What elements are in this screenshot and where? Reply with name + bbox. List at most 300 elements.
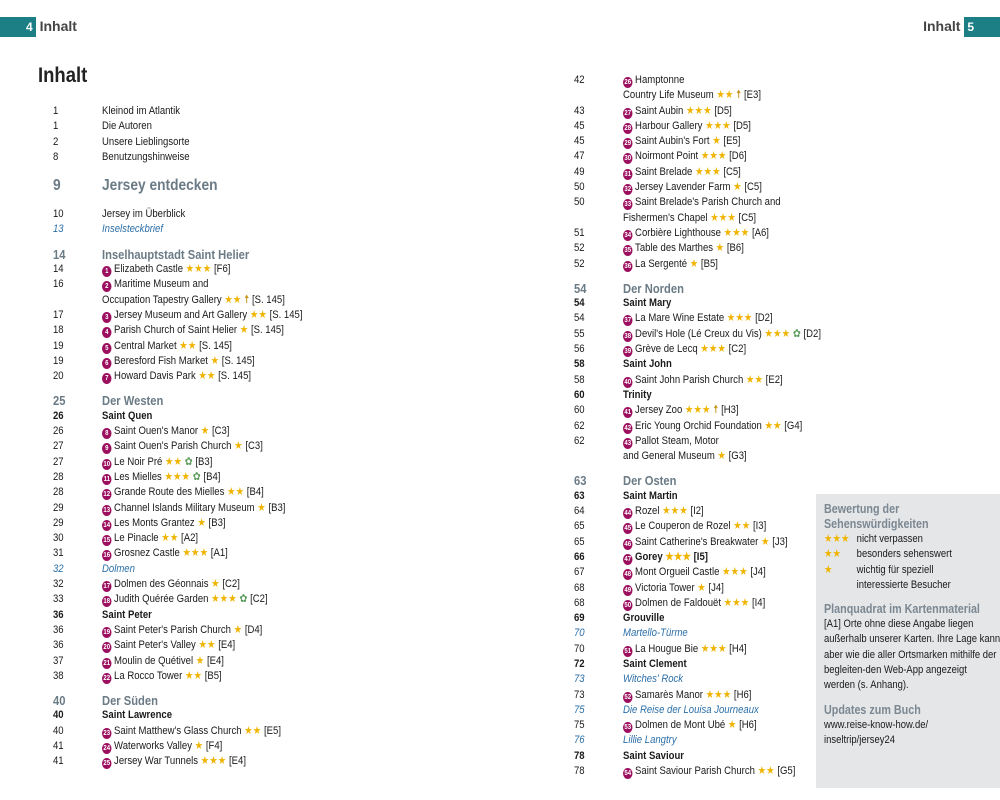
poi-number-icon: 4 bbox=[102, 327, 111, 338]
page-ref: 8 bbox=[53, 150, 59, 163]
rating-stars-icon: ★★★ bbox=[723, 596, 750, 609]
entry-name: Grosnez Castle bbox=[114, 547, 180, 560]
poi-number-icon: 32 bbox=[624, 186, 632, 194]
entry-name: Channel Islands Military Museum bbox=[114, 501, 255, 514]
poi-number-icon: 25 bbox=[103, 760, 111, 768]
rating-stars-icon: ★★ bbox=[716, 89, 734, 102]
rating-stars-icon: ★★★ bbox=[726, 312, 753, 325]
entry-title bbox=[102, 485, 264, 500]
rating-stars-icon: ★★★ bbox=[700, 642, 727, 655]
page-ref: 78 bbox=[574, 765, 585, 778]
page-ref: 63 bbox=[574, 473, 587, 489]
poi-number-icon: 42 bbox=[624, 424, 632, 432]
entry-name: Country Life Museum bbox=[623, 89, 714, 102]
entry-title bbox=[623, 357, 672, 372]
map-ref: [C5] bbox=[723, 165, 741, 178]
page-ref: 14 bbox=[53, 263, 64, 276]
map-ref: [B5] bbox=[700, 257, 718, 270]
poi-number-icon: 50 bbox=[624, 601, 632, 609]
page-ref: 52 bbox=[574, 257, 585, 270]
page-ref: 26 bbox=[53, 409, 64, 422]
rating-stars-icon: ★★★ bbox=[722, 566, 748, 579]
map-ref: [F4] bbox=[205, 739, 223, 752]
entry-name: Der Westen bbox=[102, 393, 164, 409]
entry-name: Saint Aubin bbox=[635, 104, 684, 117]
entry-name: Unsere Lieblingsorte bbox=[102, 135, 190, 148]
map-ref: [C2] bbox=[250, 593, 268, 606]
map-ref: [G3] bbox=[728, 450, 747, 463]
entry-title bbox=[102, 623, 262, 638]
entry-title bbox=[623, 434, 719, 449]
entry-name: Saint Saviour bbox=[623, 749, 684, 762]
map-ref: [G4] bbox=[784, 419, 803, 432]
entry-title bbox=[623, 550, 708, 565]
entry-title bbox=[623, 281, 684, 296]
entry-name: Central Market bbox=[114, 339, 177, 352]
rating-stars-icon: ★★ bbox=[198, 639, 216, 652]
map-ref: [C5] bbox=[744, 181, 762, 194]
entry-name: Le Couperon de Rozel bbox=[635, 520, 731, 533]
poi-number-icon: 27 bbox=[624, 109, 632, 117]
entry-title bbox=[623, 489, 678, 504]
entry-title bbox=[102, 754, 246, 769]
entry-name: Saint Lawrence bbox=[102, 709, 173, 722]
entry-title bbox=[623, 626, 688, 641]
entry-name: Table des Marthes bbox=[635, 242, 714, 255]
entry-name: Saint Ouen's Manor bbox=[114, 425, 199, 438]
entry-name: Corbière Lighthouse bbox=[635, 226, 721, 239]
entry-name: Dolmen de Mont Ubé bbox=[635, 719, 726, 732]
rating-stars-icon: ★★★ bbox=[824, 533, 850, 545]
entry-name: La Hougue Bie bbox=[635, 642, 699, 655]
map-ref: [B4] bbox=[203, 470, 221, 483]
entry-title bbox=[623, 257, 718, 272]
entry-name: Rozel bbox=[635, 505, 660, 518]
rating-stars-icon: ★★ bbox=[733, 520, 751, 533]
page-ref: 78 bbox=[574, 749, 585, 762]
entry-title bbox=[623, 473, 676, 488]
map-ref: [B3] bbox=[208, 516, 226, 529]
rating-stars-icon: ★★ bbox=[757, 765, 775, 778]
page-ref: 14 bbox=[53, 246, 66, 262]
map-ref: [B4] bbox=[246, 486, 264, 499]
entry-title bbox=[102, 531, 198, 546]
map-ref: [I2] bbox=[690, 505, 704, 518]
poi-number-icon: 40 bbox=[624, 378, 632, 386]
page-ref: 65 bbox=[574, 535, 585, 548]
page-ref: 13 bbox=[53, 223, 64, 236]
entry-name: Saint Clement bbox=[623, 657, 687, 670]
page-ref: 58 bbox=[574, 358, 585, 371]
entry-name: Inselsteckbrief bbox=[102, 223, 164, 236]
entry-name: Jersey Lavender Farm bbox=[635, 181, 731, 194]
entry-title bbox=[102, 577, 240, 592]
rating-stars-icon: ★★★ bbox=[200, 755, 227, 768]
page-ref: 40 bbox=[53, 693, 66, 709]
legend-row bbox=[824, 547, 1000, 562]
entry-title bbox=[623, 226, 769, 241]
page-ref: 73 bbox=[574, 688, 585, 701]
page-ref: 41 bbox=[53, 755, 64, 768]
entry-name: Saint John Parish Church bbox=[635, 373, 744, 386]
poi-number-icon: 30 bbox=[624, 155, 632, 163]
map-ref: [J4] bbox=[708, 581, 724, 594]
map-ref: [F6] bbox=[213, 263, 231, 276]
map-ref: [B5] bbox=[204, 669, 222, 682]
page-ref: 45 bbox=[574, 119, 585, 132]
page-ref: 1 bbox=[53, 120, 59, 133]
poi-number-icon: 12 bbox=[103, 491, 111, 499]
map-ref: [E5] bbox=[263, 724, 281, 737]
entry-name: Devil's Hole (Lé Creux du Vis) bbox=[635, 327, 762, 340]
map-ref: [D2] bbox=[755, 312, 773, 325]
page-ref: 10 bbox=[53, 208, 64, 221]
entry-name: Harbour Gallery bbox=[635, 119, 703, 132]
rating-stars-icon: ★★★ bbox=[185, 263, 212, 276]
page-ref: 54 bbox=[574, 297, 585, 310]
entry-name: Der Osten bbox=[623, 473, 677, 489]
page-ref: 2 bbox=[53, 135, 59, 148]
entry-name: Fishermen's Chapel bbox=[623, 211, 708, 224]
page-ref: 28 bbox=[53, 470, 64, 483]
poi-number-icon: 51 bbox=[624, 647, 632, 655]
poi-number-icon: 23 bbox=[103, 729, 111, 737]
rating-stars-icon: ★★★ bbox=[700, 343, 726, 356]
updates-text: www.reise-know-how.de/ inseltrip/jersey24 bbox=[824, 718, 929, 746]
rating-stars-icon: ★ bbox=[195, 654, 205, 667]
page-ref: 36 bbox=[53, 623, 64, 636]
entry-title bbox=[623, 657, 687, 672]
map-ref: [C2] bbox=[222, 578, 240, 591]
page-ref: 56 bbox=[574, 343, 585, 356]
page-ref: 47 bbox=[574, 150, 585, 163]
map-ref: [J4] bbox=[750, 566, 766, 579]
entry-title bbox=[623, 165, 741, 180]
entry-title bbox=[102, 104, 180, 119]
entry-name: Dolmen bbox=[102, 562, 135, 575]
entry-title bbox=[102, 354, 255, 369]
legend-row bbox=[824, 578, 1000, 593]
entry-name: Hamptonne bbox=[635, 74, 685, 86]
rating-stars-icon: ★ bbox=[733, 181, 742, 194]
entry-name: Grande Route des Mielles bbox=[114, 486, 225, 499]
entry-name: Dolmen des Géonnais bbox=[114, 578, 209, 591]
rating-stars-icon: ★★ bbox=[249, 308, 267, 321]
entry-title bbox=[102, 546, 228, 561]
entry-title bbox=[623, 73, 684, 88]
poi-number-icon: 29 bbox=[624, 140, 632, 148]
grid-heading: Planquadrat im Kartenmaterial bbox=[824, 602, 980, 617]
map-ref: [S. 145] bbox=[250, 324, 284, 337]
poi-number-icon: 54 bbox=[624, 770, 632, 778]
header-title-left: Inhalt bbox=[39, 18, 77, 34]
entry-name: La Sergenté bbox=[635, 257, 688, 270]
poi-number-icon: 49 bbox=[624, 586, 632, 594]
page-ref: 19 bbox=[53, 354, 64, 367]
page-ref: 68 bbox=[574, 581, 585, 594]
entry-name: Kleinod im Atlantik bbox=[102, 105, 180, 117]
entry-name: Saint Matthew's Glass Church bbox=[114, 724, 242, 737]
map-ref: [S. 145] bbox=[269, 308, 303, 321]
map-ref: [C2] bbox=[728, 343, 747, 356]
rating-stars-icon: ★ bbox=[233, 623, 243, 636]
page-title: Inhalt bbox=[38, 64, 88, 87]
entry-name: Saint Mary bbox=[623, 297, 672, 310]
entry-title bbox=[623, 342, 746, 357]
entry-title bbox=[102, 424, 229, 439]
rating-heading: Bewertung der Sehenswürdigkeiten bbox=[824, 502, 929, 531]
poi-number-icon: 26 bbox=[624, 79, 632, 86]
page-ref: 43 bbox=[574, 104, 585, 117]
poi-number-icon: 39 bbox=[624, 348, 632, 356]
page-ref: 75 bbox=[574, 703, 585, 716]
entry-title bbox=[623, 373, 783, 388]
entry-name: Maritime Museum and bbox=[114, 278, 209, 291]
entry-title bbox=[623, 419, 802, 434]
entry-title bbox=[102, 207, 185, 222]
entry-title bbox=[102, 638, 235, 653]
poi-number-icon: 9 bbox=[102, 443, 111, 454]
rating-stars-icon: ★ bbox=[715, 242, 725, 255]
entry-name: Le Pinacle bbox=[114, 532, 159, 545]
poi-number-icon: 41 bbox=[624, 409, 632, 417]
page-ref: 68 bbox=[574, 596, 585, 609]
map-ref: [D2] bbox=[803, 327, 821, 340]
entry-title bbox=[623, 327, 821, 342]
entry-name: Waterworks Valley bbox=[114, 739, 192, 752]
map-ref: [A1] bbox=[210, 547, 228, 560]
page-ref: 64 bbox=[574, 505, 585, 518]
rating-stars-icon: ★ bbox=[712, 135, 721, 148]
poi-number-icon: 24 bbox=[103, 744, 111, 752]
entry-name: Lillie Langtry bbox=[623, 734, 677, 747]
legend-label: wichtig für speziell bbox=[856, 563, 934, 576]
entry-title bbox=[102, 369, 251, 384]
rating-stars-icon: ★★★ bbox=[164, 470, 191, 483]
entry-name: Saint Catherine's Breakwater bbox=[635, 535, 759, 548]
rating-stars-icon: ★ bbox=[234, 440, 243, 453]
entry-name: Saint Martin bbox=[623, 489, 678, 502]
page-ref: 29 bbox=[53, 516, 64, 529]
entry-name: Parish Church of Saint Helier bbox=[114, 324, 238, 337]
rating-stars-icon: ★★★ bbox=[684, 404, 711, 417]
entry-title bbox=[102, 669, 222, 684]
page-ref: 50 bbox=[574, 196, 585, 209]
map-ref: [G5] bbox=[777, 765, 796, 778]
header-title-right: Inhalt bbox=[923, 18, 961, 34]
entry-title bbox=[102, 739, 222, 754]
poi-number-icon: 35 bbox=[624, 247, 632, 255]
nature-icon: ✿ bbox=[792, 327, 801, 340]
poi-number-icon: 5 bbox=[102, 343, 111, 354]
entry-title bbox=[623, 764, 795, 779]
entry-title bbox=[623, 311, 773, 326]
entry-name: Saint Saviour Parish Church bbox=[635, 765, 755, 778]
entry-name: La Rocco Tower bbox=[114, 669, 183, 682]
legend-row bbox=[824, 563, 1000, 578]
page-ref: 31 bbox=[53, 547, 64, 560]
entry-title bbox=[623, 672, 683, 687]
entry-name: Saint Brelade bbox=[635, 165, 693, 178]
entry-title bbox=[102, 516, 226, 531]
poi-number-icon: 16 bbox=[103, 552, 111, 560]
map-ref: [A6] bbox=[751, 226, 769, 239]
entry-name: Dolmen de Faldouët bbox=[635, 596, 721, 609]
entry-name: Elizabeth Castle bbox=[114, 263, 184, 276]
poi-number-icon: 47 bbox=[624, 555, 632, 563]
entry-title bbox=[102, 150, 190, 165]
page-ref: 45 bbox=[574, 135, 585, 148]
entry-title bbox=[623, 296, 671, 311]
entry-title bbox=[102, 608, 152, 623]
entry-name: Saint John bbox=[623, 358, 672, 371]
entry-name: Eric Young Orchid Foundation bbox=[635, 419, 762, 432]
rating-stars-icon: ★★ bbox=[745, 373, 764, 386]
rating-stars-icon: ★ bbox=[824, 563, 833, 576]
rating-stars-icon: ★★★ bbox=[723, 226, 750, 239]
page-ref: 9 bbox=[53, 177, 61, 195]
map-ref: [D5] bbox=[733, 119, 751, 132]
page-ref: 42 bbox=[574, 74, 585, 86]
entry-name: Pallot Steam, Motor bbox=[635, 434, 719, 447]
poi-number-icon: 8 bbox=[102, 428, 111, 439]
rating-stars-icon: ★ bbox=[697, 581, 706, 594]
entry-title bbox=[623, 642, 747, 657]
entry-title bbox=[102, 409, 152, 424]
page-ref: 18 bbox=[53, 324, 64, 337]
map-ref: [E5] bbox=[723, 135, 741, 148]
map-ref: [I5] bbox=[693, 550, 708, 563]
entry-name: Saint Quen bbox=[102, 409, 153, 422]
entry-name: Saint Peter's Valley bbox=[114, 639, 196, 652]
map-ref: [S. 145] bbox=[218, 370, 252, 383]
rating-stars-icon: ★★★ bbox=[662, 505, 688, 518]
entry-name: Der Norden bbox=[623, 280, 684, 296]
entry-name: Judith Quérée Garden bbox=[114, 593, 209, 606]
page-ref: 65 bbox=[574, 520, 585, 533]
page-ref: 17 bbox=[53, 308, 64, 321]
rating-stars-icon: ★★ bbox=[184, 669, 203, 682]
rating-stars-icon: ★★ bbox=[161, 532, 179, 545]
entry-name: Noirmont Point bbox=[635, 150, 699, 163]
poi-number-icon: 37 bbox=[624, 317, 632, 325]
page-number-left: 4 bbox=[0, 17, 36, 37]
page-ref: 16 bbox=[53, 278, 64, 291]
map-ref: [C5] bbox=[738, 211, 757, 224]
entry-title bbox=[102, 724, 281, 739]
page-ref: 66 bbox=[574, 550, 585, 563]
rating-stars-icon: ★ bbox=[760, 535, 770, 548]
poi-number-icon: 20 bbox=[103, 644, 111, 652]
rating-stars-icon: ★★★ bbox=[764, 327, 791, 340]
page-ref: 51 bbox=[574, 226, 585, 239]
entry-name: Inselhauptstadt Saint Helier bbox=[102, 246, 250, 262]
poi-number-icon: 7 bbox=[102, 373, 111, 384]
entry-title bbox=[623, 688, 751, 703]
poi-number-icon: 31 bbox=[624, 170, 632, 178]
rating-stars-icon: ★★★ bbox=[182, 547, 209, 560]
page-ref: 41 bbox=[53, 739, 64, 752]
poi-number-icon: 36 bbox=[624, 262, 632, 270]
entry-title bbox=[102, 247, 249, 262]
map-ref: [D5] bbox=[714, 104, 732, 117]
page-ref: 50 bbox=[574, 181, 585, 194]
family-icon: ☨ bbox=[713, 404, 719, 417]
map-ref: [E3] bbox=[743, 89, 761, 102]
page-ref: 19 bbox=[53, 339, 64, 352]
map-ref: [E4] bbox=[229, 755, 246, 768]
entry-name: Jersey War Tunnels bbox=[114, 755, 199, 768]
page-ref: 29 bbox=[53, 501, 64, 514]
rating-stars-icon: ★★ bbox=[764, 419, 782, 432]
entry-name: Beresford Fish Market bbox=[114, 354, 208, 367]
entry-name: Les Monts Grantez bbox=[114, 516, 195, 529]
rating-stars-icon: ★★★ bbox=[211, 593, 237, 606]
entry-title bbox=[623, 519, 766, 534]
rating-stars-icon: ★ bbox=[194, 739, 204, 752]
right-page-header bbox=[923, 16, 1000, 36]
page-ref: 36 bbox=[53, 608, 64, 621]
entry-name: Le Noir Pré bbox=[114, 455, 163, 468]
entry-name: and General Museum bbox=[623, 450, 715, 463]
page-ref: 63 bbox=[574, 489, 585, 502]
poi-number-icon: 44 bbox=[624, 510, 632, 518]
poi-number-icon: 52 bbox=[624, 693, 632, 701]
rating-stars-icon: ★★★ bbox=[705, 119, 731, 132]
family-icon: ☨ bbox=[736, 89, 742, 102]
poi-number-icon: 21 bbox=[103, 659, 111, 667]
entry-name: La Mare Wine Estate bbox=[635, 312, 725, 325]
rating-stars-icon: ★★ bbox=[179, 339, 197, 352]
rating-stars-icon: ★★★ bbox=[700, 150, 727, 163]
entry-title bbox=[102, 135, 190, 150]
poi-number-icon: 2 bbox=[102, 281, 111, 292]
rating-stars-icon: ★★ bbox=[224, 293, 242, 306]
nature-icon: ✿ bbox=[239, 593, 248, 606]
entry-name: Die Reise der Louisa Journeaux bbox=[623, 703, 759, 716]
poi-number-icon: 17 bbox=[103, 583, 111, 591]
legend-row bbox=[824, 532, 1000, 547]
poi-number-icon: 3 bbox=[102, 312, 111, 323]
poi-number-icon: 14 bbox=[103, 521, 111, 529]
entry-title bbox=[623, 535, 788, 550]
entry-name: Jersey Zoo bbox=[635, 404, 683, 417]
entry-name: Occupation Tapestry Gallery bbox=[102, 293, 222, 306]
entry-title bbox=[623, 241, 744, 256]
rating-stars-icon: ★ bbox=[717, 450, 726, 463]
entry-name: Moulin de Quétivel bbox=[114, 654, 194, 667]
rating-stars-icon: ★★★ bbox=[686, 104, 712, 117]
rating-legend bbox=[824, 532, 1000, 593]
entry-title bbox=[623, 104, 732, 119]
legend-label: interessierte Besucher bbox=[856, 578, 951, 591]
poi-number-icon: 45 bbox=[624, 525, 632, 533]
poi-number-icon: 34 bbox=[624, 231, 632, 239]
page-ref: 69 bbox=[574, 612, 585, 625]
map-ref: [B3] bbox=[268, 501, 286, 514]
entry-name: Les Mielles bbox=[114, 470, 162, 483]
rating-stars-icon: ★★ bbox=[824, 548, 841, 561]
poi-number-icon: 22 bbox=[103, 674, 111, 682]
page-ref: 62 bbox=[574, 419, 585, 432]
page-ref: 55 bbox=[574, 327, 585, 340]
poi-number-icon: 13 bbox=[103, 506, 111, 514]
map-ref: [C3] bbox=[245, 440, 263, 453]
map-ref: [D6] bbox=[729, 150, 747, 163]
updates-heading: Updates zum Buch bbox=[824, 702, 921, 717]
entry-title bbox=[102, 501, 285, 516]
entry-title bbox=[102, 339, 232, 354]
